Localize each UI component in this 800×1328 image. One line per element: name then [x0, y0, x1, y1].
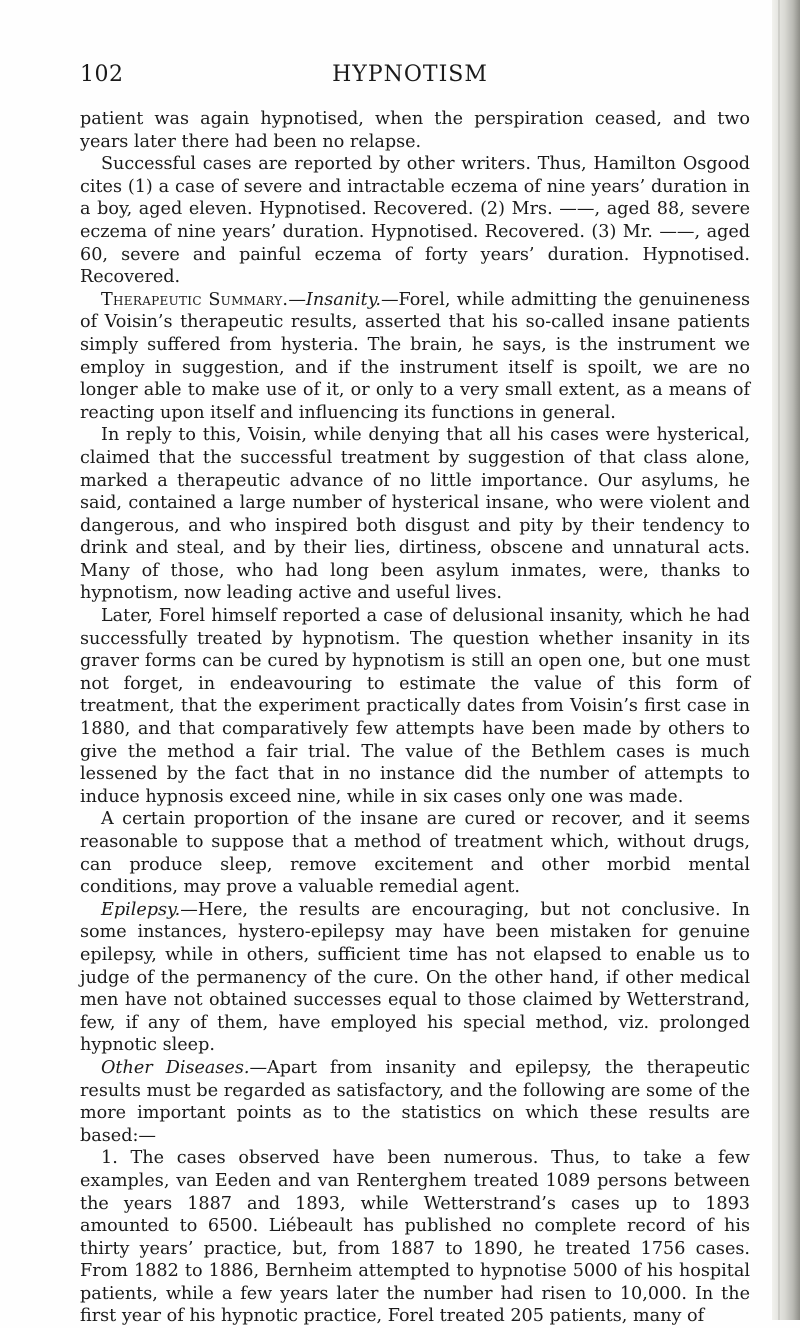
- paragraph-forel-later: Later, Forel himself reported a case of delusional insanity, which he had successfully treated by hypnotism. The question whether insanity in its graver forms can be cured by hypnotism is still an open one, but one must not forget, in endeavouring to estimate the value of this form of treatment, that the experiment practically dates from Voisin’s first case in 1880, and that comparatively few attempts have been made by others to give the method a fair trial. The value of the Bethlem cases is much lessened by the fact that in no instance did the number of attempts to induce hypnosis exceed nine, while in six cases only one was made.: [80, 606, 750, 807]
- paragraph-numbered-point-1: 1. The cases observed have been numerous. Thus, to take a few examples, van Eeden and van Renterghem treated 1089 persons between the years 1887 and 1893, while Wetterstrand’s cases up to 1893 amounted to 6500. Liébeault has published no complete record of his thirty years’ practice, but, from 1887 to 1890, he treated 1756 cases. From 1882 to 1886, Bernheim attempted to hypnotise 5000 of his hospital patients, while a few years later the number had risen to 10,000. In the first year of his hypnotic practice, Forel treated 205 patients, many of: [80, 1148, 750, 1327]
- paragraph-successful-cases: Successful cases are reported by other writers. Thus, Hamilton Osgood cites (1) a case of severe and intractable eczema of nine years’ duration in a boy, aged eleven. Hypnotised. Recovered. (2) Mrs. ——, aged 88, severe eczema of nine years’ duration. Hypnotised. Recovered. (3) Mr. ——, aged 60, severe and painful eczema of forty years’ duration. Hypnotised. Recovered.: [80, 154, 750, 288]
- page-number: 102: [80, 62, 124, 87]
- subsection-heading-insanity: Insanity.: [305, 289, 381, 310]
- running-head: HYPNOTISM: [332, 62, 488, 87]
- page-edge-shadow: [772, 0, 800, 1320]
- paragraph-other-diseases: Other Diseases.—Apart from insanity and epilepsy, the therapeutic results must be regarded as satisfactory, and the following are some of the more important points as to the statistics on which these results are based:—: [80, 1057, 751, 1146]
- paragraph-epilepsy: Epilepsy.—Here, the results are encouraging, but not conclusive. In some instances, hystero-epilepsy may have been mistaken for genuine epilepsy, while in others, sufficient time has not elapsed to enable us to judge of the permanency of the cure. On the other hand, if other medical men have not obtained successes equal to those claimed by Wetterstrand, few, if any of them, have employed his special method, viz. prolonged hypnotic sleep.: [80, 899, 750, 1056]
- section-heading: Therapeutic Summary.: [101, 289, 289, 310]
- body-text: [80, 108, 750, 1328]
- subsection-heading-other-diseases: Other Diseases.: [101, 1057, 250, 1078]
- paragraph-therapeutic-summary: Therapeutic Summary.—Insanity.—Forel, while admitting the genuineness of Voisin’s therapeutic results, asserted that his so-called insane patients simply suffered from hysteria. The brain, he says, is the instrument we employ in suggestion, and if the instrument itself is spoilt, we are no longer able to make use of it, or only to a very small extent, as a means of reacting upon itself and influencing its functions in general.: [80, 289, 750, 423]
- heading-separator: —: [288, 289, 306, 310]
- paragraph-insane-proportion: A certain proportion of the insane are cured or recover, and it seems reasonable to suppose that a method of treatment which, without drugs, can produce sleep, remove excitement and other morbid mental conditions, may prove a valuable remedial agent.: [80, 809, 750, 898]
- page-header: [80, 62, 740, 90]
- paragraph-voisin-reply: In reply to this, Voisin, while denying that all his cases were hysterical, claimed that the successful treatment by suggestion of that class alone, marked a therapeutic advance of no little importance. Our asylums, he said, contained a large number of hysterical insane, who were violent and dangerous, and who inspired both disgust and pity by their tendency to drink and steal, and by their lies, dirtiness, obscene and unnatural acts. Many of those, who had long been asylum inmates, were, thanks to hypnotism, now leading active and useful lives.: [80, 425, 750, 604]
- subsection-heading-epilepsy: Epilepsy.: [101, 899, 181, 920]
- paragraph-continuation: patient was again hypnotised, when the perspiration ceased, and two years later there had been no relapse.: [80, 109, 750, 152]
